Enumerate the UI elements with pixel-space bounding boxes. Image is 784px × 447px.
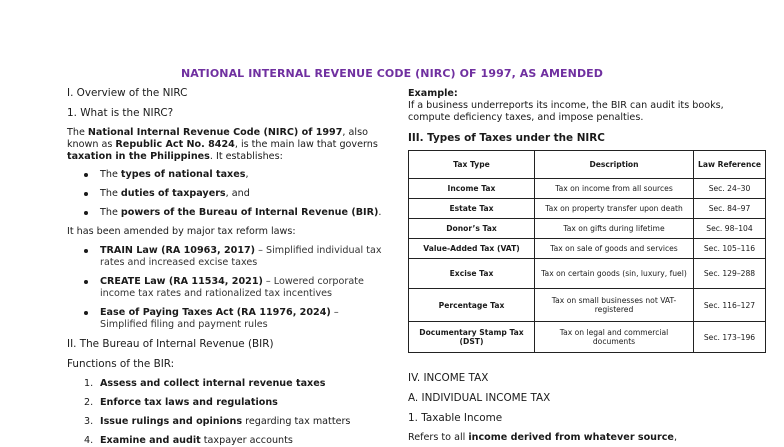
amended-intro: It has been amended by major tax reform laws:	[67, 226, 296, 237]
table-row	[409, 219, 766, 239]
individual-income-tax-heading: A. INDIVIDUAL INCOME TAX	[408, 392, 551, 404]
law-reference-cell: Sec. 105–116	[694, 239, 766, 259]
taxable-income-definition	[408, 432, 768, 444]
definition-bold: income derived from whatever source	[468, 432, 674, 443]
reform-description: – Simplified individual tax rates and increased excise taxes	[100, 245, 382, 268]
item-bold: powers of the Bureau of Internal Revenue (BIR)	[120, 207, 379, 218]
income-tax-section	[408, 372, 768, 444]
list-item	[67, 245, 383, 269]
law-reference-cell: Sec. 84–97	[694, 199, 766, 219]
taxable-income-heading: 1. Taxable Income	[408, 412, 503, 424]
table-row	[409, 199, 766, 219]
intro-bold-1: National Internal Revenue Code (NIRC) of 1997	[87, 127, 343, 138]
section-income-tax-heading: IV. INCOME TAX	[408, 372, 489, 384]
establishes-list	[67, 169, 383, 219]
tax-type-cell: Value-Added Tax (VAT)	[409, 239, 535, 259]
reform-laws-list	[67, 245, 383, 331]
reform-description: – Simplified filing and payment rules	[100, 307, 339, 330]
item-number: 1.	[84, 378, 94, 389]
intro-text-3: , is the main law that governs	[234, 139, 378, 150]
table-row	[409, 259, 766, 289]
example-label	[408, 88, 768, 100]
section-overview-heading: I. Overview of the NIRC	[67, 87, 188, 99]
section-types-heading-text: III. Types of Taxes under the NIRC	[408, 132, 605, 144]
table-header-row	[409, 151, 766, 179]
column-header: Tax Type	[409, 151, 535, 179]
list-item	[67, 435, 383, 447]
definition-prefix: Refers to all	[408, 432, 469, 443]
law-reference-cell: Sec. 129–288	[694, 259, 766, 289]
item-bold: Enforce tax laws and regulations	[100, 397, 278, 408]
law-reference-cell: Sec. 24–30	[694, 179, 766, 199]
functions-heading: Functions of the BIR:	[67, 358, 175, 370]
table-row	[409, 289, 766, 322]
list-item	[67, 307, 383, 331]
tax-type-cell: Donor’s Tax	[409, 219, 535, 239]
what-is-nirc-heading: 1. What is the NIRC?	[67, 107, 174, 119]
item-prefix: The	[100, 169, 121, 180]
list-item	[67, 188, 383, 200]
reform-description: – Lowered corporate income tax rates and rationalized tax incentives	[100, 276, 364, 299]
intro-bold-2: Republic Act No. 8424	[115, 139, 235, 150]
right-column	[408, 86, 768, 144]
item-bold: Issue rulings and opinions	[100, 416, 243, 427]
list-item	[67, 378, 383, 390]
column-header: Law Reference	[694, 151, 766, 179]
definition-suffix: ,	[673, 432, 678, 443]
functions-list	[67, 378, 383, 447]
intro-paragraph	[67, 127, 383, 163]
item-number: 3.	[84, 416, 94, 427]
law-reference-cell: Sec. 116–127	[694, 289, 766, 322]
item-suffix: , and	[225, 188, 250, 199]
item-number: 2.	[84, 397, 94, 408]
tax-types-table	[408, 150, 766, 353]
item-suffix: .	[378, 207, 382, 218]
list-item	[67, 416, 383, 428]
left-column	[67, 86, 383, 447]
item-rest: taxpayer accounts	[200, 435, 293, 446]
description-cell: Tax on certain goods (sin, luxury, fuel)	[535, 259, 694, 289]
tax-type-cell: Income Tax	[409, 179, 535, 199]
intro-bold-3: taxation in the Philippines	[67, 151, 210, 162]
reform-name: CREATE Law (RA 11534, 2021)	[100, 276, 263, 287]
reform-name: TRAIN Law (RA 10963, 2017)	[100, 245, 256, 256]
list-item	[67, 397, 383, 409]
table-row	[409, 179, 766, 199]
list-item	[67, 276, 383, 300]
law-reference-cell: Sec. 173–196	[694, 322, 766, 353]
reform-name: Ease of Paying Taxes Act (RA 11976, 2024)	[100, 307, 331, 318]
list-item	[67, 207, 383, 219]
description-cell: Tax on income from all sources	[535, 179, 694, 199]
description-cell: Tax on property transfer upon death	[535, 199, 694, 219]
column-header: Description	[535, 151, 694, 179]
intro-text-1: The	[67, 127, 88, 138]
law-reference-cell: Sec. 98–104	[694, 219, 766, 239]
item-suffix: ,	[245, 169, 249, 180]
document-title: NATIONAL INTERNAL REVENUE CODE (NIRC) OF 1997, AS AMENDED	[180, 67, 604, 80]
item-bold: duties of taxpayers	[120, 188, 226, 199]
table-row	[409, 322, 766, 353]
table-row	[409, 239, 766, 259]
item-number: 4.	[84, 435, 94, 446]
tax-type-cell: Excise Tax	[409, 259, 535, 289]
example-label-text: Example:	[408, 88, 458, 99]
description-cell: Tax on gifts during lifetime	[535, 219, 694, 239]
item-prefix: The	[100, 207, 121, 218]
description-cell: Tax on sale of goods and services	[535, 239, 694, 259]
example-text: If a business underreports its income, the BIR can audit its books, compute deficiency taxes, and impose penalties.	[408, 100, 724, 123]
description-cell: Tax on legal and commercial documents	[535, 322, 694, 353]
tax-type-cell: Percentage Tax	[409, 289, 535, 322]
item-bold: types of national taxes	[120, 169, 246, 180]
item-rest: regarding tax matters	[242, 416, 351, 427]
intro-text-4: . It establishes:	[209, 151, 283, 162]
description-cell: Tax on small businesses not VAT-registered	[535, 289, 694, 322]
section-types-heading	[408, 132, 768, 144]
item-prefix: The	[100, 188, 121, 199]
tax-type-cell: Estate Tax	[409, 199, 535, 219]
item-bold: Assess and collect internal revenue taxes	[100, 378, 326, 389]
tax-type-cell: Documentary Stamp Tax (DST)	[409, 322, 535, 353]
intro-text-2: , also known as	[67, 127, 368, 150]
item-bold: Examine and audit	[100, 435, 201, 446]
list-item	[67, 169, 383, 181]
section-bir-heading: II. The Bureau of Internal Revenue (BIR)	[67, 338, 274, 350]
